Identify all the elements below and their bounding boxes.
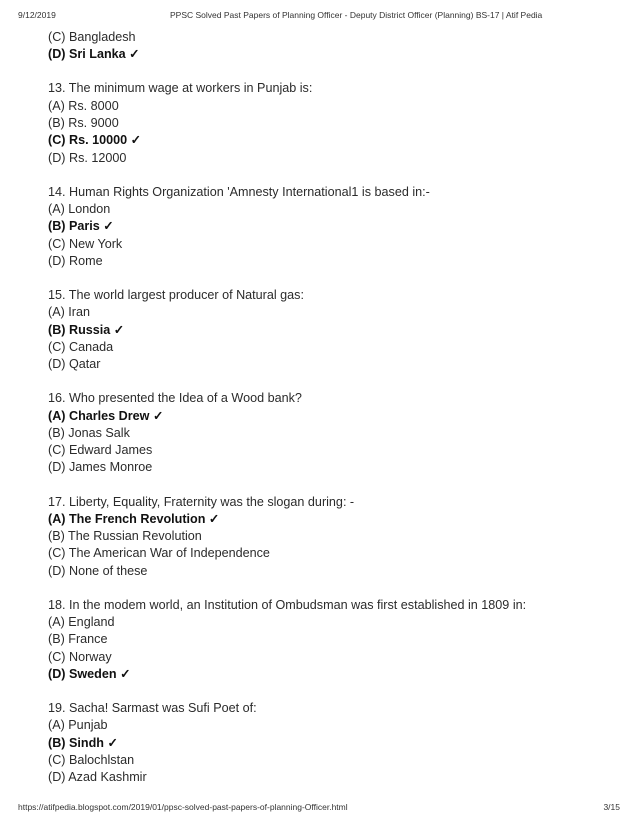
option: (C) Edward James [48,443,153,458]
option: (C) Canada [48,339,114,354]
question-spacer [48,64,618,81]
option: (B) France [48,632,108,647]
question-text: 17. Liberty, Equality, Fraternity was the slogan during: - [48,494,355,509]
question-spacer [48,270,618,287]
option: (C) Bangladesh [48,30,136,44]
option: (A) Rs. 8000 [48,98,119,113]
option: (D) Qatar [48,357,101,372]
correct-option: (D) Sweden ✓ [48,666,131,681]
correct-option: (B) Sindh ✓ [48,735,119,750]
question-spacer [48,683,618,700]
question-text: 18. In the modem world, an Institution of Ombudsman was first established in 1809 in: [48,597,527,612]
quiz-content [48,29,618,787]
page-url: https://atifpedia.blogspot.com/2019/01/ppsc-solved-past-papers-of-planning-Officer.html [18,802,348,812]
option: (D) Rome [48,253,103,268]
question-spacer [48,373,618,390]
correct-option: (B) Russia ✓ [48,322,125,337]
option: (C) Balochlstan [48,752,135,767]
option: (A) England [48,615,115,630]
option: (C) The American War of Independence [48,546,270,561]
option: (B) The Russian Revolution [48,529,202,544]
option: (B) Rs. 9000 [48,115,119,130]
question-spacer [48,167,618,184]
question-text: 16. Who presented the Idea of a Wood bank? [48,391,302,406]
option: (B) Jonas Salk [48,425,130,440]
option: (D) None of these [48,563,148,578]
option: (D) Rs. 12000 [48,150,127,165]
option: (A) Iran [48,305,90,320]
option: (C) Norway [48,649,112,664]
correct-option: (B) Paris ✓ [48,219,114,234]
question-spacer [48,477,618,494]
question-text: 14. Human Rights Organization 'Amnesty International1 is based in:- [48,184,430,199]
correct-option: (A) The French Revolution ✓ [48,511,220,526]
option: (D) Azad Kashmir [48,770,147,785]
option: (C) New York [48,236,123,251]
page-number: 3/15 [603,802,620,812]
print-date: 9/12/2019 [18,10,56,20]
option: (A) London [48,201,111,216]
question-text: 15. The world largest producer of Natural gas: [48,287,304,302]
option: (D) James Monroe [48,460,153,475]
option: (A) Punjab [48,718,108,733]
page-footer [18,802,620,814]
correct-option: (D) Sri Lanka ✓ [48,47,140,62]
question-text: 19. Sacha! Sarmast was Sufi Poet of: [48,701,257,716]
correct-option: (C) Rs. 10000 ✓ [48,133,142,148]
correct-option: (A) Charles Drew ✓ [48,408,164,423]
question-spacer [48,580,618,597]
page-header [18,10,620,24]
document-title: PPSC Solved Past Papers of Planning Officer - Deputy District Officer (Planning) BS-17 | Atif Pedia [170,10,543,20]
question-text: 13. The minimum wage at workers in Punjab is: [48,81,313,96]
